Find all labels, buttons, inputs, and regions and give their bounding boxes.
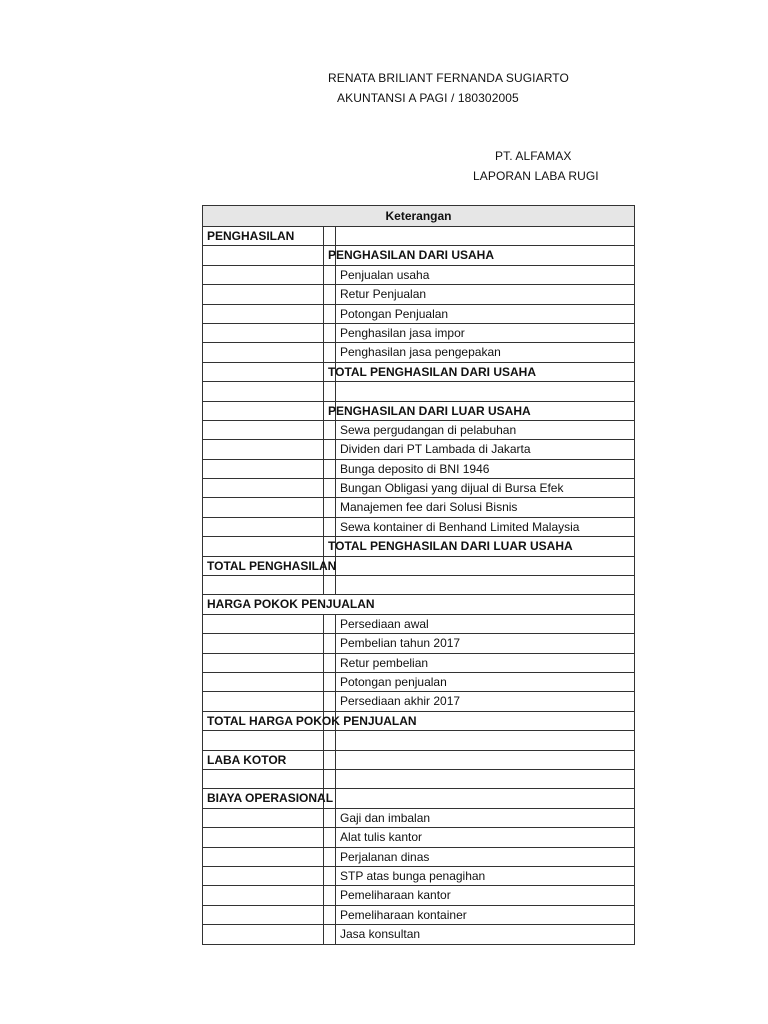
column-divider: [335, 867, 336, 885]
table-row: [203, 751, 634, 770]
column-divider: [323, 440, 324, 458]
table-row: [203, 343, 634, 362]
column-divider: [335, 460, 336, 478]
column-divider: [323, 518, 324, 536]
row-label: STP atas bunga penagihan: [340, 868, 486, 883]
table-row: [203, 886, 634, 905]
column-divider: [323, 809, 324, 827]
table-row: [203, 402, 634, 421]
column-divider: [335, 925, 336, 944]
row-label: Penghasilan jasa pengepakan: [340, 345, 501, 360]
student-name: RENATA BRILIANT FERNANDA SUGIARTO: [328, 71, 569, 85]
column-divider: [323, 498, 324, 516]
row-label: BIAYA OPERASIONAL: [207, 791, 334, 806]
column-divider: [323, 906, 324, 924]
table-row: [203, 654, 634, 673]
column-divider: [323, 324, 324, 342]
row-label: PENGHASILAN DARI LUAR USAHA: [328, 403, 531, 418]
column-divider: [323, 673, 324, 691]
row-label: Bungan Obligasi yang dijual di Bursa Efek: [340, 481, 564, 496]
table-row: [203, 770, 634, 789]
table-row: [203, 382, 634, 401]
row-label: Perjalanan dinas: [340, 849, 430, 864]
row-label: Dividen dari PT Lambada di Jakarta: [340, 442, 531, 457]
column-divider: [335, 518, 336, 536]
row-label: Alat tulis kantor: [340, 830, 423, 845]
row-label: Penjualan usaha: [340, 267, 430, 282]
column-divider: [335, 886, 336, 904]
row-label: Persediaan awal: [340, 616, 429, 631]
table-row: [203, 828, 634, 847]
table-row: [203, 712, 634, 731]
table-row: [203, 906, 634, 925]
column-divider: [323, 363, 324, 381]
row-label: HARGA POKOK PENJUALAN: [207, 597, 375, 612]
row-label: Jasa konsultan: [340, 927, 421, 942]
column-divider: [323, 770, 324, 788]
row-label: Potongan Penjualan: [340, 306, 449, 321]
table-row: [203, 421, 634, 440]
row-label: Retur Penjualan: [340, 287, 427, 302]
column-divider: [335, 770, 336, 788]
row-label: Potongan penjualan: [340, 674, 447, 689]
row-label: TOTAL PENGHASILAN DARI USAHA: [328, 364, 537, 379]
table-row: [203, 227, 634, 246]
column-divider: [335, 305, 336, 323]
column-divider: [335, 227, 336, 245]
column-divider: [323, 460, 324, 478]
column-divider: [335, 789, 336, 807]
column-divider: [323, 421, 324, 439]
table-row: [203, 789, 634, 808]
row-label: PENGHASILAN DARI USAHA: [328, 248, 495, 263]
column-divider: [323, 654, 324, 672]
column-divider: [323, 285, 324, 303]
column-divider: [323, 479, 324, 497]
column-divider: [335, 285, 336, 303]
column-divider: [335, 421, 336, 439]
column-divider: [335, 692, 336, 710]
table-row: [203, 925, 634, 944]
column-divider: [335, 906, 336, 924]
row-label: Pembelian tahun 2017: [340, 636, 461, 651]
table-row: [203, 731, 634, 750]
table-row: [203, 595, 634, 614]
table-row: [203, 305, 634, 324]
table-row: [203, 557, 634, 576]
row-label: TOTAL PENGHASILAN DARI LUAR USAHA: [328, 539, 573, 554]
column-divider: [335, 731, 336, 749]
column-divider: [335, 479, 336, 497]
row-label: Sewa pergudangan di pelabuhan: [340, 422, 517, 437]
column-divider: [323, 227, 324, 245]
row-label: Pemeliharaan kantor: [340, 888, 451, 903]
column-divider: [323, 925, 324, 944]
column-divider: [335, 498, 336, 516]
class-id: AKUNTANSI A PAGI / 180302005: [337, 91, 519, 105]
company-name: PT. ALFAMAX: [495, 149, 572, 163]
table-row: [203, 479, 634, 498]
column-divider: [335, 809, 336, 827]
table-row: [203, 634, 634, 653]
column-divider: [323, 828, 324, 846]
column-divider: [323, 848, 324, 866]
column-divider: [323, 867, 324, 885]
table-row: [203, 266, 634, 285]
table-row: [203, 518, 634, 537]
row-label: Persediaan akhir 2017: [340, 694, 461, 709]
column-divider: [323, 751, 324, 769]
column-divider: [335, 382, 336, 400]
row-label: Retur pembelian: [340, 655, 429, 670]
table-row: [203, 285, 634, 304]
row-label: Manajemen fee dari Solusi Bisnis: [340, 500, 518, 515]
column-divider: [335, 673, 336, 691]
column-divider: [323, 615, 324, 633]
table-heading: Keterangan: [203, 206, 634, 227]
column-divider: [323, 382, 324, 400]
column-divider: [335, 266, 336, 284]
column-divider: [335, 576, 336, 594]
table-row: [203, 615, 634, 634]
row-label: Bunga deposito di BNI 1946: [340, 461, 490, 476]
table-row: [203, 848, 634, 867]
column-divider: [323, 266, 324, 284]
report-title: LAPORAN LABA RUGI: [473, 169, 599, 183]
column-divider: [323, 886, 324, 904]
column-divider: [323, 634, 324, 652]
column-divider: [335, 828, 336, 846]
table-row: [203, 537, 634, 556]
income-statement-table: [202, 205, 635, 945]
table-row: [203, 809, 634, 828]
column-divider: [323, 731, 324, 749]
column-divider: [323, 402, 324, 420]
table-row: [203, 673, 634, 692]
column-divider: [335, 324, 336, 342]
column-divider: [335, 615, 336, 633]
table-row: [203, 246, 634, 265]
row-label: TOTAL PENGHASILAN: [207, 558, 337, 573]
table-row: [203, 324, 634, 343]
column-divider: [335, 848, 336, 866]
column-divider: [335, 343, 336, 361]
table-row: [203, 440, 634, 459]
column-divider: [335, 634, 336, 652]
column-divider: [323, 692, 324, 710]
column-divider: [323, 305, 324, 323]
column-divider: [323, 537, 324, 555]
table-row: [203, 576, 634, 595]
column-divider: [335, 654, 336, 672]
row-label: TOTAL HARGA POKOK PENJUALAN: [207, 713, 417, 728]
table-row: [203, 498, 634, 517]
row-label: Pemeliharaan kontainer: [340, 907, 467, 922]
row-label: Sewa kontainer di Benhand Limited Malaysia: [340, 519, 580, 534]
row-label: Penghasilan jasa impor: [340, 325, 465, 340]
column-divider: [323, 343, 324, 361]
column-divider: [335, 440, 336, 458]
row-label: PENGHASILAN: [207, 229, 295, 243]
column-divider: [335, 751, 336, 769]
table-row: [203, 867, 634, 886]
row-label: LABA KOTOR: [207, 752, 287, 767]
row-label: Gaji dan imbalan: [340, 810, 431, 825]
column-divider: [323, 246, 324, 264]
column-divider: [323, 576, 324, 594]
table-row: [203, 460, 634, 479]
table-row: [203, 692, 634, 711]
table-row: [203, 363, 634, 382]
